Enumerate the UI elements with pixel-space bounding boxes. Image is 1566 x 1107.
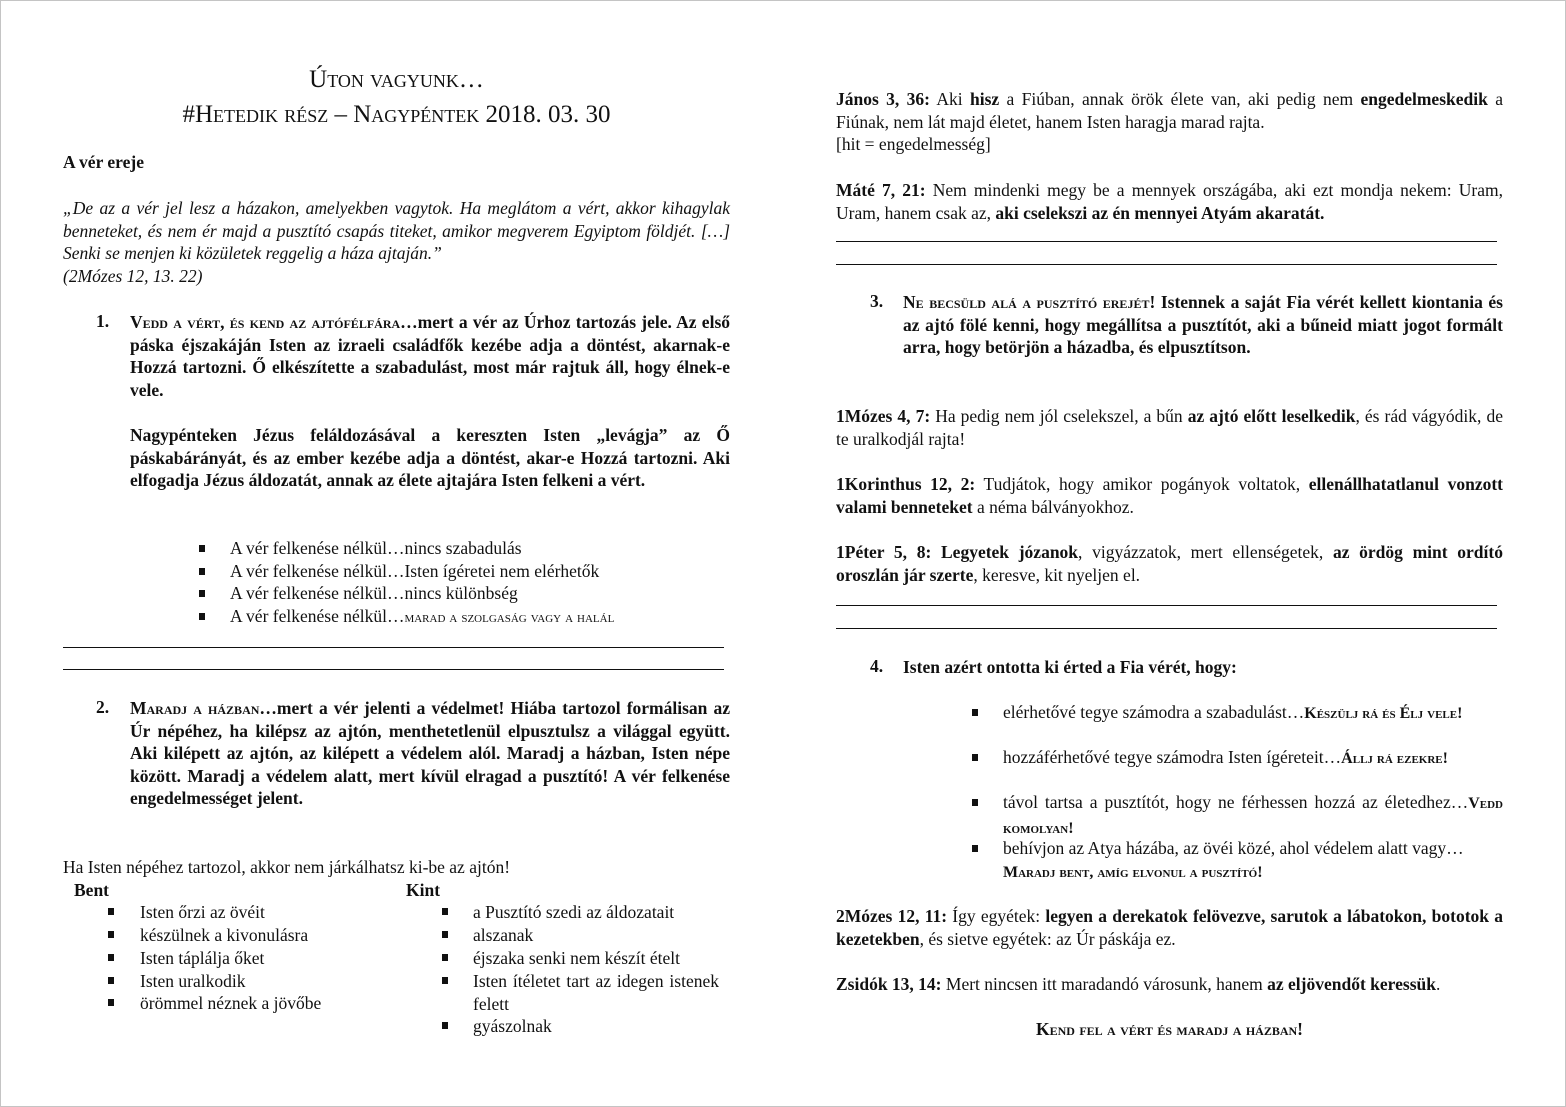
list-item: A vér felkenése nélkül…Isten ígéretei nem elérhetők [230, 561, 600, 581]
list-item: hozzáférhetővé tegye számodra Isten ígéreteit…Állj rá ezekre! [1003, 747, 1448, 767]
list-item: Isten őrzi az övéit [140, 902, 265, 922]
bullet-square-icon [108, 931, 114, 938]
verse-zsidok: Zsidók 13, 14: Mert nincsen itt maradandó városunk, hanem az eljövendőt keressük. [836, 974, 1441, 994]
verse-reference: Máté 7, 21: [836, 180, 926, 200]
writing-line [836, 628, 1497, 629]
bullet-square-icon [108, 954, 114, 961]
point-4-number: 4. [870, 656, 884, 676]
list-item: távol tartsa a pusztítót, hogy ne férhessen hozzá az életedhez…Vedd komolyan! [1003, 792, 1503, 837]
point-1-number: 1. [96, 311, 110, 331]
bullet-square-icon [442, 1022, 448, 1029]
verse-1korinthus: 1Korinthus 12, 2: Tudjátok, hogy amikor pogányok voltatok, ellenállhatatlanul vonzott valami benneteket a néma bálványokhoz. [836, 474, 1503, 517]
point-1-paragraph-2: Nagypénteken Jézus feláldozásával a kereszten Isten „levágja” az Ő páskabárányát, és az ember kezébe adja a döntést, akar-e Hozzá tartozni. Aki elfogadja Jézus áldozatát, annak az élete ajtajára Isten felkeni a vért. [130, 425, 730, 491]
list-item: A vér felkenése nélkül…marad a szolgaság vagy a halál [230, 606, 615, 626]
verse-note: [hit = engedelmesség] [836, 134, 991, 155]
list-item: alszanak [473, 925, 534, 945]
closing-statement: Kend fel a vért és maradj a házban! [1036, 1019, 1303, 1039]
writing-line [836, 241, 1497, 242]
bullet-square-icon [108, 999, 114, 1006]
verse-reference: 1Korinthus 12, 2: [836, 474, 976, 494]
point-1-lead: Vedd a vért, és kend az ajtófélfára [130, 312, 401, 332]
bullet-square-icon [972, 845, 978, 852]
kint-heading: Kint [406, 880, 441, 900]
bullet-square-icon [199, 568, 205, 575]
quote-text: „De az a vér jel lesz a házakon, amelyekben vagytok. Ha meglátom a vért, akkor kihagylak benneteket, és nem ér majd a pusztító csapás titeket, amikor megverem Egyiptom földjét. […] Senki se menjen ki közületek reggelig a háza ajtaján.” [63, 198, 730, 264]
writing-line [63, 647, 724, 648]
writing-line [836, 605, 1497, 606]
point-3-text: Ne becsüld alá a pusztító erejét! Istennek a saját Fia vérét kellett kiontania és az ajtó fölé kenni, hogy megállítsa a pusztítót, aki a bűneid miatt jogot formált arra, hogy betörjön a házadba, és elpusztítson. [903, 292, 1503, 358]
verse-1peter: 1Péter 5, 8: Legyetek józanok, vigyázzatok, mert ellenségetek, az ördög mint ordító oroszlán jár szerte, keresve, kit nyeljen el. [836, 542, 1503, 585]
verse-reference: János 3, 36: [836, 89, 930, 109]
bullet-square-icon [199, 545, 205, 552]
point-2-text: Maradj a házban…mert a vér jelenti a védelmet! Hiába tartozol formálisan az Úr népéhez, ha kilépsz az ajtón, menthetetlenül elpusztulsz a világgal együtt. Aki kilépett az ajtón, az kilépett a védelem alól. Maradj a házban, Isten népe között. Maradj a védelem alatt, mert kívül elragad a pusztító! A vér felkenése engedelmességet jelent. [130, 698, 731, 809]
list-item: behívjon az Atya házába, az övéi közé, ahol védelem alatt vagy…Maradj bent, amíg elvonul a pusztító! [1003, 838, 1464, 881]
verse-janos: János 3, 36: Aki hisz a Fiúban, annak örök élete van, aki pedig nem engedelmeskedik a Fiúnak, nem lát majd életet, hanem Isten haragja marad rajta. [hit = engedelmesség] [836, 89, 1503, 155]
point-3-number: 3. [870, 291, 884, 311]
bullet-square-icon [442, 931, 448, 938]
verse-2mozes: 2Mózes 12, 11: Így egyétek: legyen a derekatok felövezve, sarutok a lábatokon, bototok a kezetekben, és sietve egyétek: az Úr páskája ez. [836, 906, 1503, 949]
bullet-square-icon [199, 590, 205, 597]
list-item: a Pusztító szedi az áldozatait [473, 902, 675, 922]
point-3-lead: Ne becsüld alá a pusztító erejét! [903, 292, 1156, 312]
list-item: Isten uralkodik [140, 971, 246, 991]
point-4-text: Isten azért ontotta ki érted a Fia vérét, hogy: [903, 657, 1237, 677]
bullet-square-icon [108, 908, 114, 915]
verse-reference: 2Mózes 12, 11: [836, 906, 948, 926]
verse-reference: 1Mózes 4, 7: [836, 406, 931, 426]
list-item: örömmel néznek a jövőbe [140, 993, 322, 1013]
bullet-square-icon [108, 977, 114, 984]
list-item: A vér felkenése nélkül…nincs különbség [230, 583, 518, 603]
list-item: készülnek a kivonulásra [140, 925, 309, 945]
point-2-lead: Maradj a házban [130, 698, 260, 718]
bent-heading: Bent [74, 880, 109, 900]
title-line-2: #Hetedik rész – Nagypéntek 2018. 03. 30 [182, 101, 611, 128]
verse-1mozes: 1Mózes 4, 7: Ha pedig nem jól cselekszel, a bűn az ajtó előtt leselkedik, és rád vágyódik, de te uralkodjál rajta! [836, 406, 1503, 449]
bullet-square-icon [442, 954, 448, 961]
bullet-square-icon [972, 709, 978, 716]
inside-outside-intro: Ha Isten népéhez tartozol, akkor nem járkálhatsz ki-be az ajtón! [63, 857, 511, 877]
opening-quote [63, 197, 730, 287]
bullet-square-icon [972, 754, 978, 761]
point-2-number: 2. [96, 697, 110, 717]
quote-reference: (2Mózes 12, 13. 22) [63, 265, 203, 286]
verse-reference: Zsidók 13, 14: [836, 974, 942, 994]
list-item: gyászolnak [473, 1016, 552, 1036]
writing-line [63, 669, 724, 670]
writing-line [836, 264, 1497, 265]
bullet-square-icon [442, 977, 448, 984]
bullet-square-icon [199, 613, 205, 620]
document-title [63, 62, 730, 132]
list-item: Isten ítéletet tart az idegen istenek felett [473, 971, 719, 1014]
list-item: éjszaka senki nem készít ételt [473, 948, 681, 968]
point-1-text: Vedd a vért, és kend az ajtófélfára…mert a vér az Úrhoz tartozás jele. Az első páska éjszakáján Isten az izraeli családfők kezébe adja a döntést, akarnak-e Hozzá tartozni. Ő elkészítette a szabadulást, most már rajtuk áll, hogy élnek-e vele. [130, 312, 731, 400]
title-line-1: Úton vagyunk… [309, 66, 484, 93]
section-heading: A vér ereje [63, 152, 144, 172]
list-item: elérhetővé tegye számodra a szabadulást…Készülj rá és Élj vele! [1003, 702, 1463, 722]
list-item: A vér felkenése nélkül…nincs szabadulás [230, 538, 522, 558]
verse-reference: 1Péter 5, 8: [836, 542, 932, 562]
bullet-square-icon [972, 799, 978, 806]
verse-mate: Máté 7, 21: Nem mindenki megy be a mennyek országába, aki ezt mondja nekem: Uram, Uram, hanem csak az, aki cselekszi az én mennyei Atyám akaratát. [836, 180, 1503, 223]
list-item: Isten táplálja őket [140, 948, 265, 968]
bullet-square-icon [442, 908, 448, 915]
